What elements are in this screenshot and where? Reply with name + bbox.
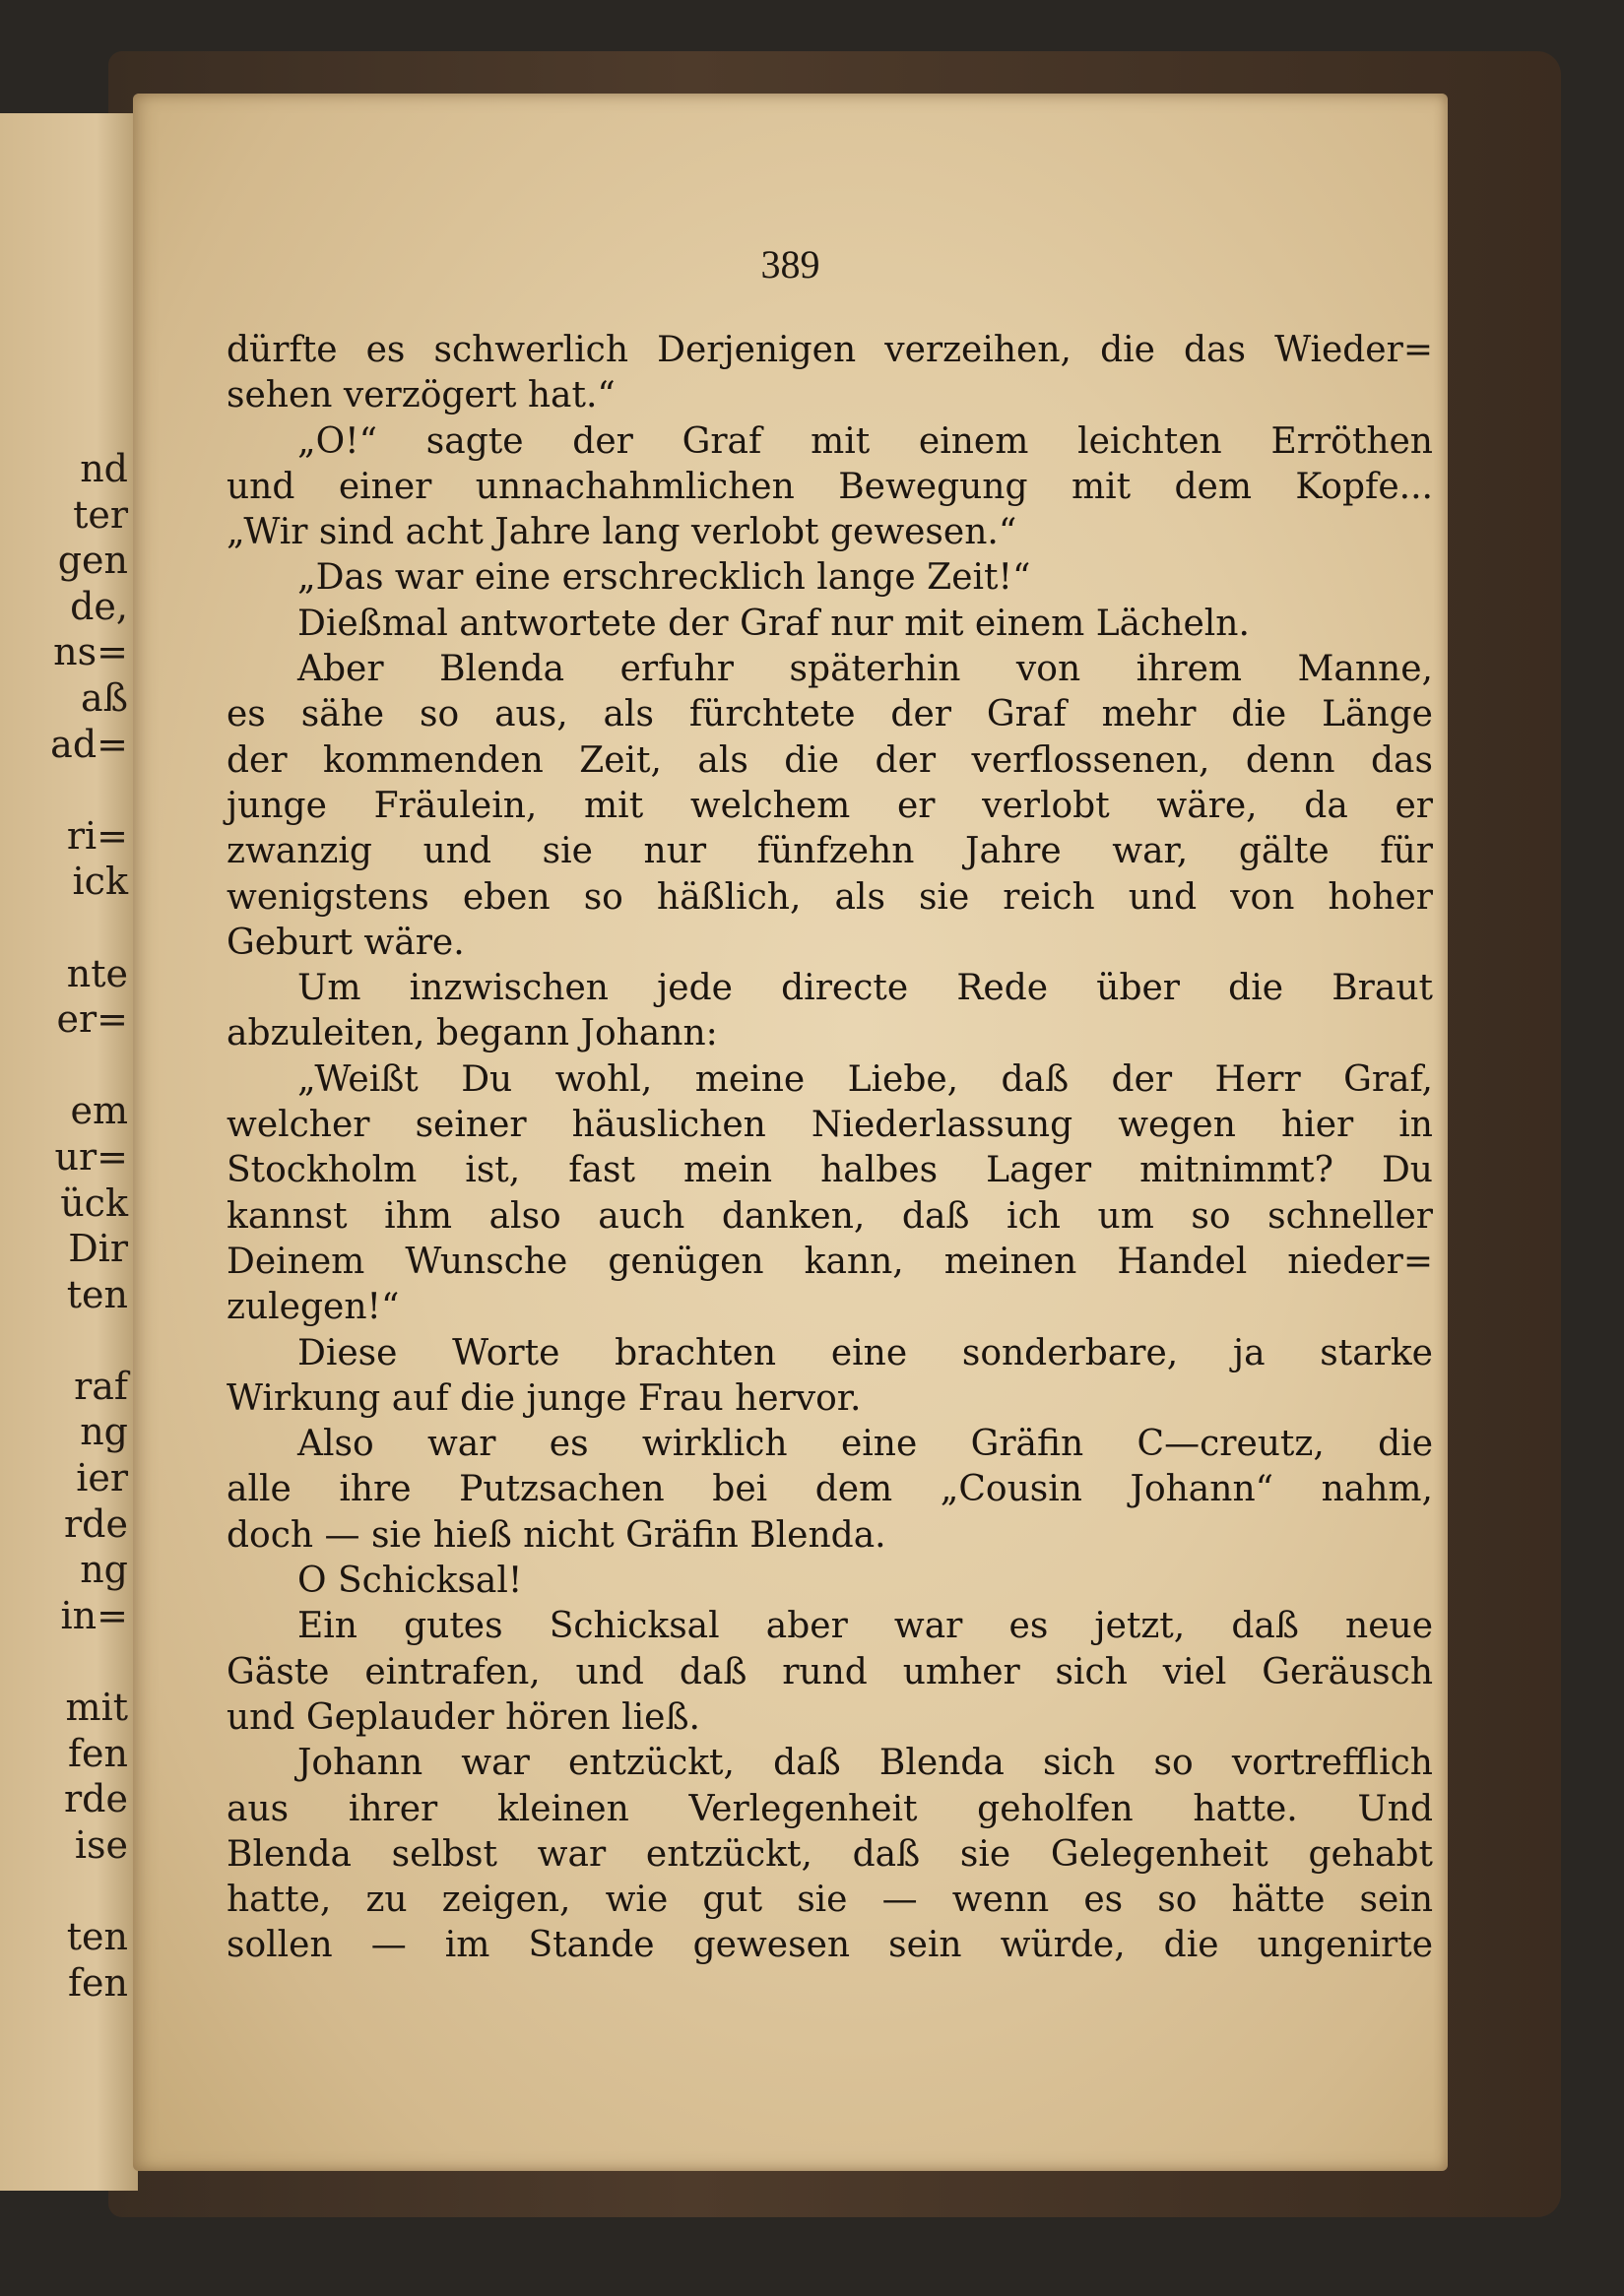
left-page-fragment: gen [57,539,128,583]
text-line: Um inzwischen jede directe Rede über die Braut [297,968,1433,1009]
left-page-fragment: ten [66,1272,128,1316]
page-text [227,328,1433,1969]
text-line: und Geplauder hören ließ. [227,1696,700,1738]
left-page-fragment: fen [67,1731,128,1775]
text-line: Wirkung auf die junge Frau hervor. [227,1377,862,1419]
text-line: „Wir sind acht Jahre lang verlobt gewesen.“ [227,512,1017,553]
left-page-fragment: ur= [54,1134,128,1179]
left-page-fragment: ten [66,1915,128,1958]
text-line: wenigstens eben so häßlich, als sie reich und von hoher [227,876,1433,918]
left-page-fragment [0,1317,128,1364]
text-line: sollen — im Stande gewesen sein würde, die ungenirte [227,1925,1433,1966]
left-page-fragment [0,767,128,813]
left-page-fragment [0,1868,128,1914]
left-page-fragment: ns= [53,630,128,674]
left-page-fragment: ick [72,860,128,904]
text-line: abzuleiten, begann Johann: [227,1013,718,1054]
text-line: Deinem Wunsche genügen kann, meinen Handel nieder= [227,1241,1433,1282]
left-page-fragments [0,446,128,2006]
left-page-fragment: ter [73,492,128,537]
text-line: und einer unnachahmlichen Bewegung mit dem Kopfe... [227,466,1433,507]
text-line: junge Fräulein, mit welchem er verlobt wäre, da er [227,785,1433,826]
text-line: welcher seiner häuslichen Niederlassung wegen hier in [227,1105,1433,1146]
text-line: es sähe so aus, als fürchtete der Graf mehr die Länge [227,694,1433,735]
left-page-fragment [0,1043,128,1089]
text-line: der kommenden Zeit, als die der verflossenen, denn das [227,739,1433,781]
text-line: „O!“ sagte der Graf mit einem leichten Erröthen [297,420,1433,462]
text-line: Blenda selbst war entzückt, daß sie Gelegenheit gehabt [227,1833,1433,1875]
left-page-edge [0,113,138,2191]
text-line: dürfte es schwerlich Derjenigen verzeihen, die das Wieder= [227,330,1433,370]
left-page-fragment: fen [67,1960,128,2005]
left-page-fragment: in= [60,1593,128,1637]
text-line: sehen verzögert hat.“ [227,375,616,416]
left-page-fragment: ier [76,1456,128,1500]
left-page-fragment: ri= [66,813,128,858]
left-page-fragment [0,905,128,951]
text-line: „Weißt Du wohl, meine Liebe, daß der Herr Graf, [297,1058,1433,1100]
text-line: Johann war entzückt, daß Blenda sich so vortrefflich [297,1743,1433,1784]
left-page-fragment: ng [80,1410,128,1454]
text-line: Dießmal antwortete der Graf nur mit einem Lächeln. [297,603,1250,644]
left-page-fragment: ise [74,1822,128,1867]
left-page-fragment [0,1638,128,1685]
left-page-fragment: nd [80,447,128,490]
left-page-fragment: raf [74,1364,128,1408]
text-line: zwanzig und sie nur fünfzehn Jahre war, gälte für [227,831,1433,872]
text-line: Ein gutes Schicksal aber war es jetzt, daß neue [297,1606,1433,1647]
text-line: „Das war eine erschrecklich lange Zeit!“ [297,557,1031,599]
text-line: aus ihrer kleinen Verlegenheit geholfen hatte. Und [227,1788,1433,1829]
text-line: kannst ihm also auch danken, daß ich um so schneller [227,1195,1433,1237]
left-page-fragment: er= [56,997,128,1042]
left-page-fragment: em [70,1089,128,1133]
text-line: Also war es wirklich eine Gräfin C—creutz, die [297,1424,1433,1465]
left-page-fragment: mit [65,1686,128,1730]
page-number: 389 [760,242,820,287]
left-page-fragment: ück [60,1180,128,1225]
left-page-fragment: ng [80,1548,128,1592]
right-page [133,94,1448,2171]
text-line: alle ihre Putzsachen bei dem „Cousin Johann“ nahm, [227,1469,1433,1510]
text-line: Aber Blenda erfuhr späterhin von ihrem Manne, [297,649,1433,690]
text-line: doch — sie hieß nicht Gräfin Blenda. [227,1514,886,1556]
text-line: O Schicksal! [297,1561,523,1602]
text-line: Gäste eintrafen, und daß rund umher sich viel Geräusch [227,1651,1433,1692]
left-page-fragment: ad= [50,722,128,766]
text-line: zulegen!“ [227,1287,400,1328]
text-line: hatte, zu zeigen, wie gut sie — wenn es so hätte sein [227,1880,1433,1921]
text-line: Stockholm ist, fast mein halbes Lager mitnimmt? Du [227,1150,1433,1191]
left-page-fragment: aß [80,675,128,720]
left-page-fragment: de, [70,584,128,628]
left-page-fragment: rde [64,1501,128,1546]
left-page-fragment: Dir [68,1227,128,1271]
left-page-fragment: rde [64,1777,128,1821]
text-line: Geburt wäre. [227,922,465,963]
left-page-fragment: nte [66,951,128,995]
text-line: Diese Worte brachten eine sonderbare, ja starke [297,1332,1433,1373]
